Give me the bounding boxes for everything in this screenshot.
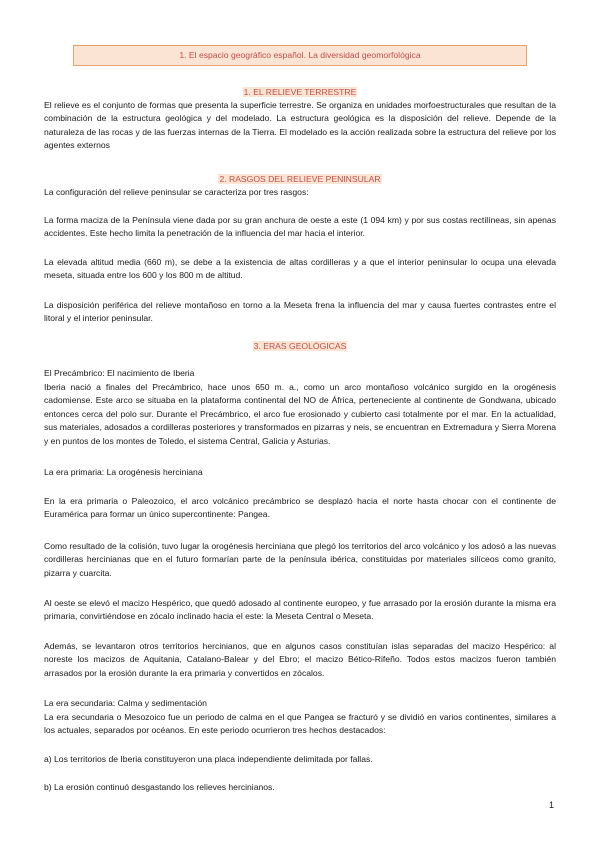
paragraph-rasgos-intro: La configuración del relieve peninsular se caracteriza por tres rasgos: <box>44 187 309 197</box>
document-title: 1. El espacio geográfico español. La diversidad geomorfológica <box>73 45 527 66</box>
paragraph-mesozoico: La era secundaria o Mesozoico fue un periodo de calma en el que Pangea se fracturó y se dividió en varios continentes, similares a los actuales, separados por océanos. En este periodo ocurrieron tres hechos destacados: <box>44 712 556 736</box>
paragraph-forma-maciza: La forma maciza de la Península viene dada por su gran anchura de oeste a este (1 094 km) y por sus costas rectilíneas, sin apenas accidentes. Este hecho limita la penetración de la influencia del mar hacia el interior. <box>44 215 556 239</box>
page-number: 1 <box>548 800 554 810</box>
paragraph-relieve-terrestre: El relieve es el conjunto de formas que presenta la superficie terrestre. Se organiza en unidades morfoestructurales que resultan de la combinación de la estructura geológica y del modelado. La estructura geológica es la disposición del relieve. Depende de la naturaleza de las rocas y de las fuerzas internas de la Tierra. El modelado es la acción realizada sobre la estructura del relieve por los agentes externos <box>44 100 556 151</box>
paragraph-altitud-media: La elevada altitud media (660 m), se debe a la existencia de altas cordilleras y a que el interior peninsular lo ocupa una elevada meseta, situada entre los 600 y los 800 m de altitud. <box>44 257 556 281</box>
section-heading-1: 1. EL RELIEVE TERRESTRE <box>243 87 357 97</box>
subheading-precambrico: El Precámbrico: El nacimiento de Iberia <box>44 368 195 378</box>
paragraph-colision: Como resultado de la colisión, tuvo lugar la orogénesis herciniana que plegó los territorios del arco volcánico y los adosó a las nuevas cordilleras hercinianas que en el futuro formarían parte de la península ibérica, constituidas por materiales silíceos como granito, pizarra y cuarcita. <box>44 541 556 578</box>
paragraph-disposicion-periferica: La disposición periférica del relieve montañoso en torno a la Meseta frena la influencia del mar y causa fuertes contrastes entre el litoral y el interior peninsular. <box>44 300 556 324</box>
list-item-a: a) Los territorios de Iberia constituyeron una placa independiente delimitada por fallas. <box>44 754 373 764</box>
section-heading-3: 3. ERAS GEOLÓGICAS <box>253 341 347 351</box>
paragraph-macizo-hesperico: Al oeste se elevó el macizo Hespérico, que quedó adosado al continente europeo, y fue arrasado por la erosión durante la misma era primaria, convirtiéndose en zócalo inclinado hacia el este: la Meseta Central o Meseta. <box>44 598 556 622</box>
section-heading-2: 2. RASGOS DEL RELIEVE PENINSULAR <box>219 174 381 184</box>
subheading-era-secundaria: La era secundaria: Calma y sedimentación <box>44 698 207 708</box>
paragraph-precambrico: Iberia nació a finales del Precámbrico, hace unos 650 m. a., como un arco montañoso volcánico surgido en la orogénesis cadomiense. Este arco se situaba en la plataforma continental del NO de África, perteneciente al continente de Gondwana, ubicado entonces cerca del polo sur. Durante el Precámbrico, el arco fue erosionado y cubierto casi totalmente por el mar. En la actualidad, sus materiales, adosados a cordilleras posteriores y transformados en pizarras y neis, se encuentran en Extremadura y Sierra Morena y en puntos de los montes de Toledo, el sistema Central, Galicia y Asturias. <box>44 382 556 446</box>
list-item-b: b) La erosión continuó desgastando los relieves hercinianos. <box>44 782 275 792</box>
paragraph-otros-territorios: Además, se levantaron otros territorios hercinianos, que en algunos casos constituían islas separadas del macizo Hespérico: al noreste los macizos de Aquitania, Catalano-Balear y del Ebro; el macizo Bético-Rifeño. Todos estos macizos fueron también arrasados por la erosión durante la era primaria y convertidos en zócalos. <box>44 641 556 678</box>
subheading-era-primaria: La era primaria: La orogénesis herciniana <box>44 467 203 477</box>
paragraph-paleozoico: En la era primaria o Paleozoico, el arco volcánico precámbrico se desplazó hacia el norte hasta chocar con el continente de Euramérica para formar un único supercontinente: Pangea. <box>44 496 556 520</box>
